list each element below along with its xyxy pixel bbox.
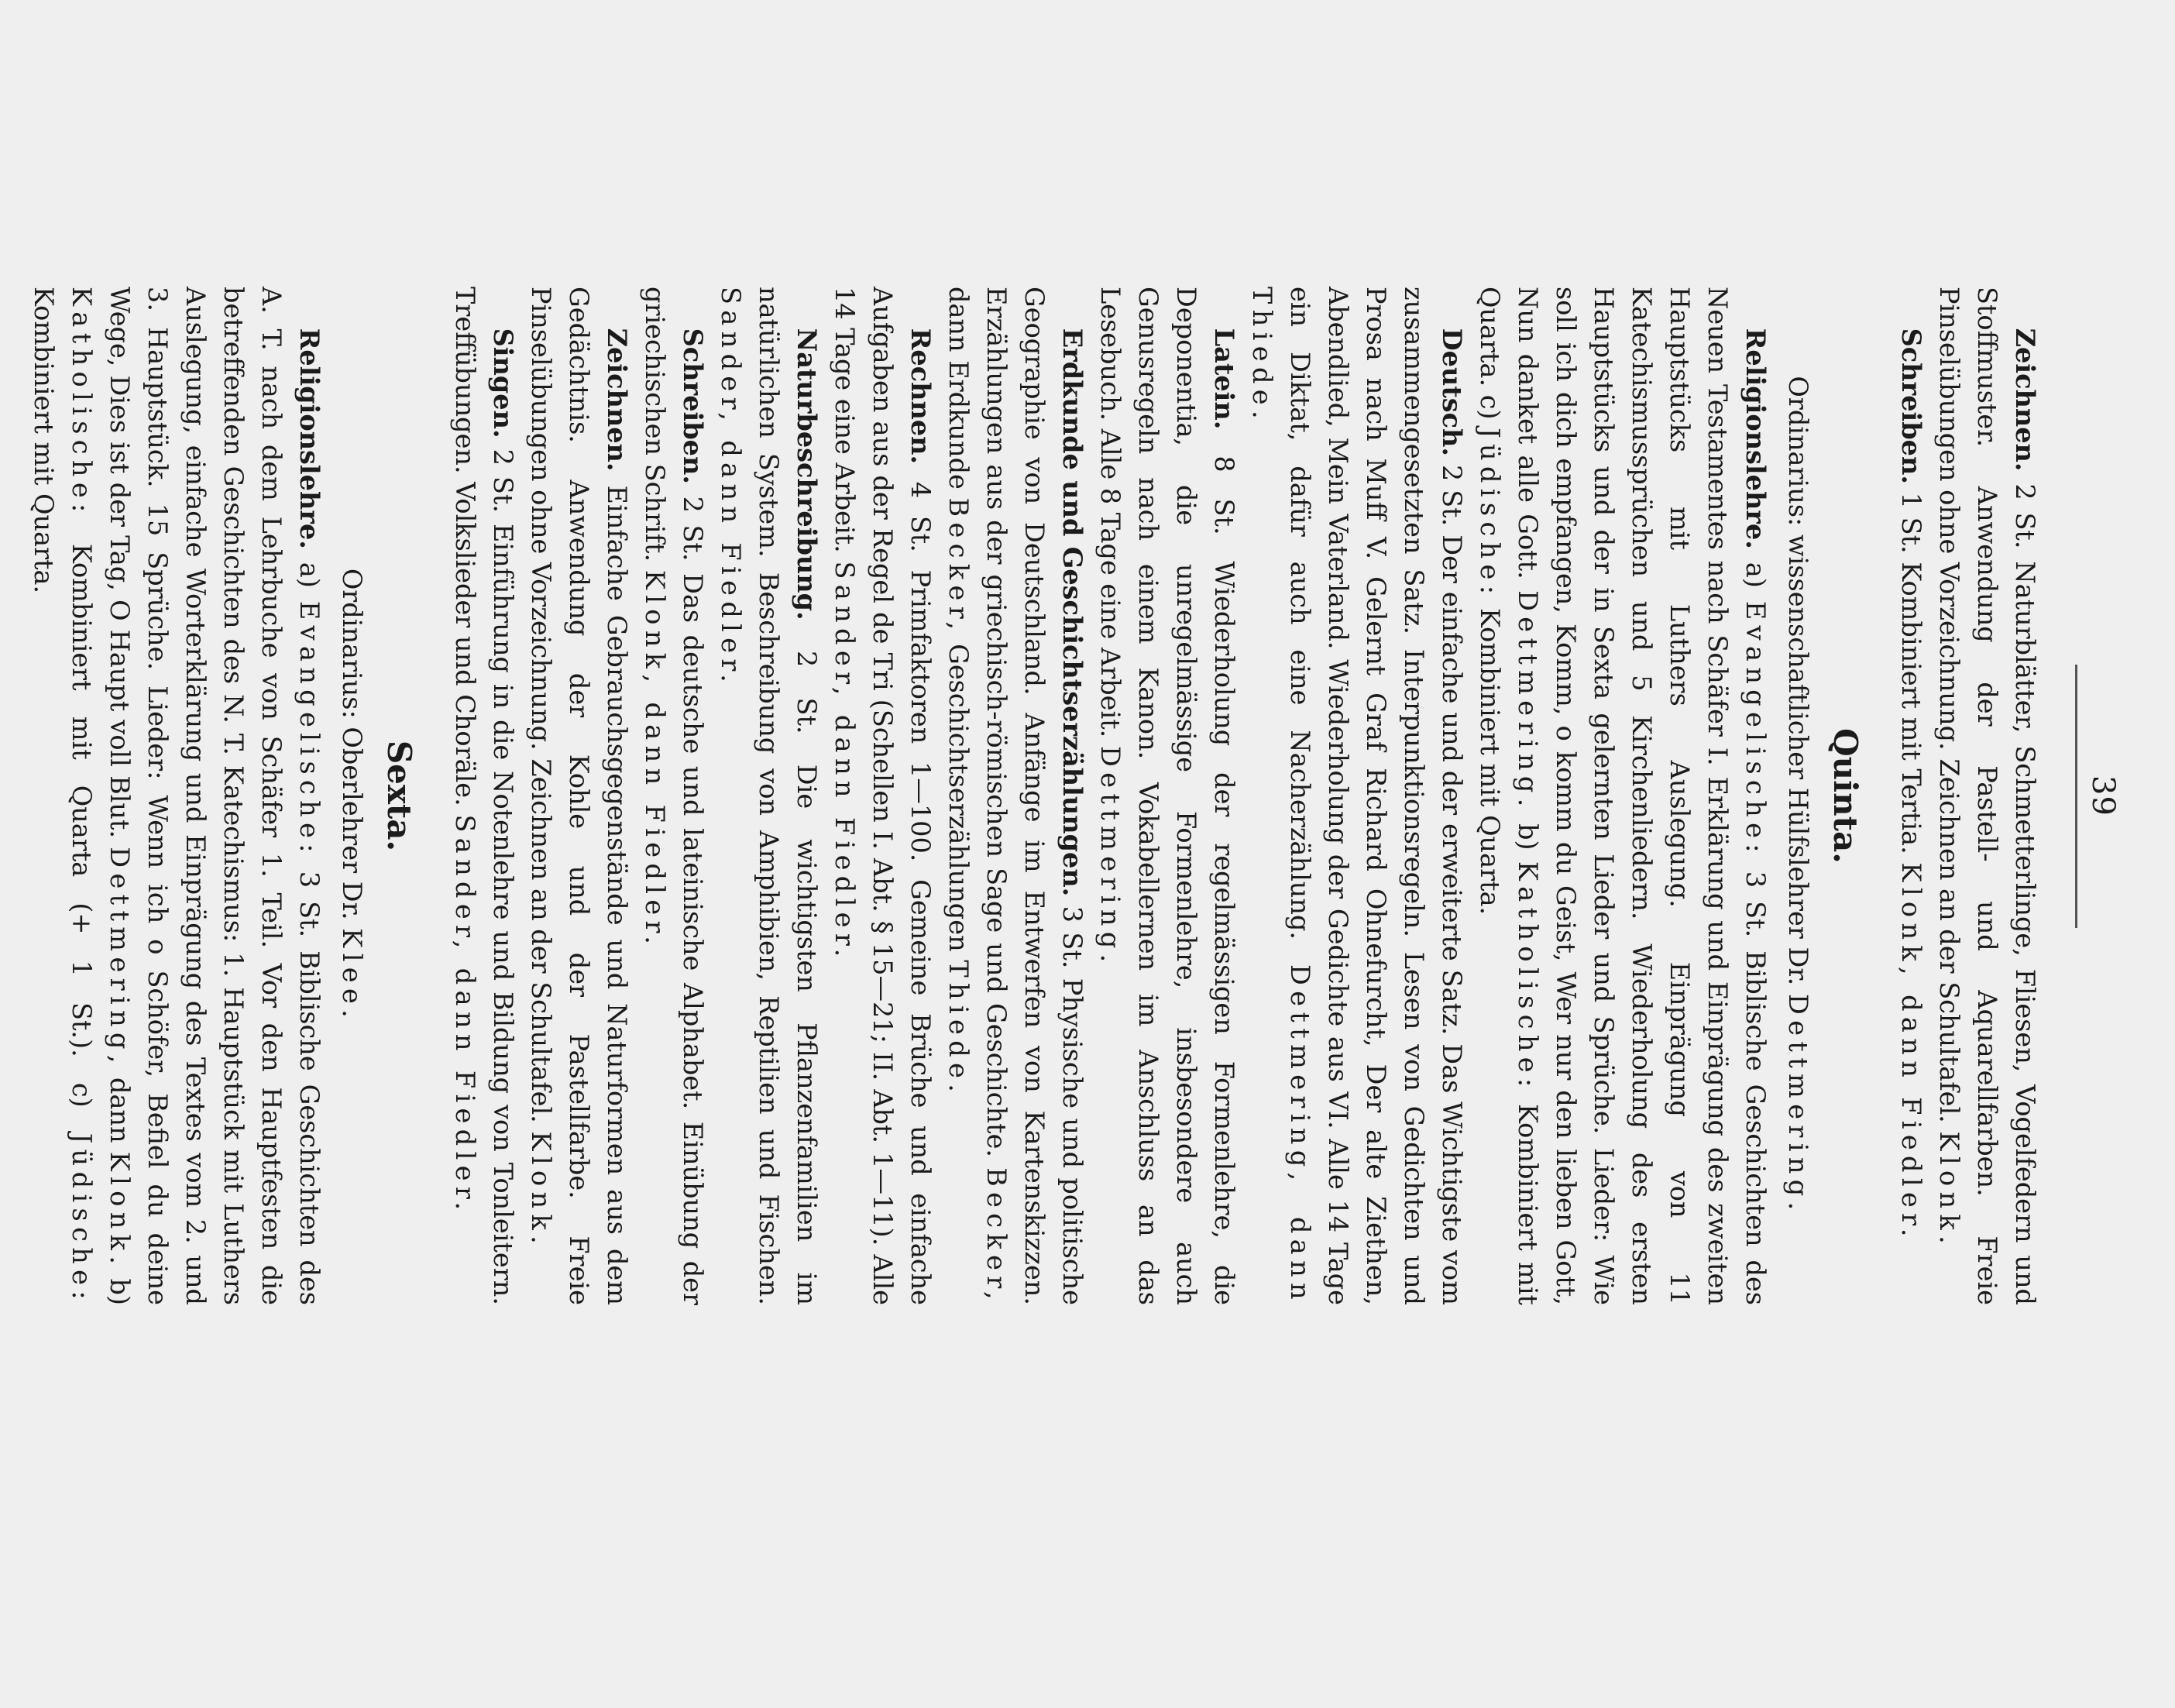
text-religion-sexta: 3 St. Biblische Geschichten des A. T. nach dem Lehrbuche von Schäfer 1. Teil. Vor den Hauptfesten die betreffenden Geschichten des N. T. Katechismus: 1. Hauptstück mit Luthers Auslegung, einfache Worterklärung und Einprägung des Textes vom 2. und 3. Hauptstück. 15 Sprüche. Lieder: Wenn ich o Schöfer, Befiel du deine Wege, Dies ist der Tag, O Haupt voll Blut. [105, 287, 325, 1306]
text-schreiben-quinta: 2 St. Das deutsche und lateinische Alphabet. Einübung der griechischen Schrift. [640, 287, 708, 1305]
paragraph-schreiben-prev [1892, 287, 1930, 1305]
keyword-schreiben: Schreiben. [1896, 328, 1926, 484]
text-rechnen: 4 St. Primfaktoren 1—100. Gemeine Brüche und einfache Aufgaben aus der Regel de Tri (Schellen I. Abt. § 15—21; II. Abt. 1—11). Alle 14 Tage eine Arbeit. [830, 287, 936, 1305]
teacher-rechnen: Sander, dann Fiedler. [830, 561, 860, 963]
text-erdkunde-end: Geschichtserzählungen [943, 644, 974, 952]
teacher-schreiben: Klonk, dann Fiedler. [1896, 862, 1926, 1242]
label-b: b) [1513, 823, 1543, 851]
keyword-religion: Religionslehre. [1740, 328, 1771, 549]
teacher-religion: Dettmering. [1513, 590, 1543, 813]
label-a: a) [1740, 562, 1771, 588]
keyword-deutsch: Deutsch. [1437, 328, 1467, 457]
keyword-religion-sexta: Religionslehre. [294, 328, 325, 549]
teacher-zeichnen-quinta: Klonk. [526, 1131, 556, 1250]
paragraph-quinta-singen [446, 287, 522, 1305]
text-deutsch: 2 St. Der einfache und der erweiterte Satz. Das Wichtigste vom zusammengesetzten Satz. Interpunktionsregeln. Lesen von Gedichten und Prosa nach Muff V. Gelernt Graf Richard Ohnefurcht, Der alte Ziethen, Abendlied, Mein Vaterland. Wiederholung der Gedichte aus VI. Alle 14 Tage ein Diktat, dafür auch eine Nacherzählung. [1285, 287, 1467, 1305]
text-erdkunde: 3 St. Physische und politische Geographie von Deutschland. Anfänge im Entwerfen von Kartenskizzen. Erzählungen aus der griechisch-römischen Sage und Geschichte. [981, 287, 1088, 1305]
paragraph-zeichnen-prev [1930, 287, 2044, 1305]
paragraph-quinta-erdkunde [940, 287, 1091, 1305]
section-title-sexta: Sexta. [380, 740, 418, 852]
paragraph-quinta-natur [712, 287, 826, 1305]
ordinarius-quinta [1779, 287, 1817, 1305]
ordinarius-sexta-name: Klee. [337, 928, 367, 1024]
ordinarius-quinta-label: Ordinarius: wissenschaftlicher Hülfslehrer Dr. [1783, 376, 1813, 986]
paragraph-quinta-schreiben [636, 287, 712, 1305]
label-juedische-sexta: Jüdische: [67, 1132, 97, 1305]
keyword-rechnen: Rechnen. [905, 328, 936, 465]
label-a-sexta: a) [294, 562, 325, 588]
section-title-quinta: Quinta. [1826, 728, 1864, 864]
paragraph-quinta-zeichnen [522, 287, 636, 1305]
teacher-erdkunde-3: Thiede. [943, 960, 974, 1098]
keyword-singen: Singen. [488, 328, 518, 438]
teacher-religion-sexta-2: Klonk. [105, 1151, 135, 1270]
ordinarius-sexta [333, 287, 371, 1305]
text-juedische: Kombiniert mit Quarta. [1475, 608, 1505, 916]
label-katholische-sexta: Katholische: [67, 287, 97, 518]
text-religion-sexta-mid: dann [105, 1077, 135, 1143]
teacher-latein: Dettmering. [1095, 745, 1125, 968]
paragraph-sexta-religion [25, 287, 328, 1305]
teacher-singen: Sander, dann Fiedler. [450, 814, 480, 1216]
text-juedische-sexta: Kombiniert mit Quarta. [29, 287, 59, 594]
keyword-natur: Naturbeschreibung. [792, 328, 822, 620]
keyword-zeichnen: Zeichnen. [2010, 328, 2040, 472]
paragraph-quinta-rechnen [826, 287, 940, 1305]
paragraph-quinta-deutsch [1243, 287, 1471, 1305]
text-katholische: Kombiniert mit Quarta. c) [1475, 287, 1543, 1306]
teacher-natur: Sander, dann Fiedler. [716, 287, 746, 689]
label-evangelische-sexta: Evangelische: [294, 600, 325, 858]
teacher-deutsch: Dettmering, dann Thiede. [1247, 287, 1315, 1306]
keyword-schreiben-quinta: Schreiben. [678, 328, 708, 484]
text-katholische-sexta: Kombiniert mit Quarta (+ 1 St.). c) [67, 543, 97, 1108]
text-zeichnen: 2 St. Naturblätter, Schmetterlinge, Fliesen, Vogelfedern und Stoffmuster. Anwendung der Pastell- und Aquarellfarben. Freie Pinselübungen ohne Vorzeichnung. Zeichnen an der Schultafel. [1934, 287, 2040, 1305]
header-rule [2075, 665, 2077, 928]
teacher-schreiben-quinta: Klonk, dann Fiedler. [640, 569, 670, 950]
label-juedische: Jüdische: [1475, 428, 1505, 600]
ordinarius-sexta-label: Ordinarius: Oberlehrer Dr. [337, 568, 367, 920]
keyword-erdkunde: Erdkunde und Geschichtserzählungen. [1057, 328, 1088, 897]
keyword-zeichnen-quinta: Zeichnen. [602, 328, 632, 472]
teacher-erdkunde-2: Becker, [943, 497, 974, 636]
label-evangelische: Evangelische: [1740, 600, 1771, 858]
text-latein: 8 St. Wiederholung der regelmässigen Formenlehre, die Deponentia, die unregelmässige Formenlehre, insbesondere auch Genusregeln nach einem Kanon. Vokabellernen im Anschluss an das Lesebuch. Alle 8 Tage eine Arbeit. [1095, 287, 1239, 1306]
label-b-sexta: b) [105, 1278, 135, 1306]
page-number: 39 [2085, 775, 2121, 816]
text-religion: 3 St. Biblische Geschichten des Neuen Testamentes nach Schäfer I. Erklärung und Einprägung des zweiten Hauptstücks mit Luthers Auslegung. Einprägung von 11 Katechismussprüchen und 5 Kirchenliedern. Wiederholung des ersten Hauptstücks und der in Sexta gelernten Lieder und Sprüche. Lieder: Wie soll ich dich empfangen, Komm, o komm du Geist, Wer nur den lieben Gott, Nun danket alle Gott. [1513, 287, 1771, 1306]
text-zeichnen-quinta: Einfache Gebrauchsgegenstände und Naturformen aus dem Gedächtnis. Anwendung der Kohle und der Pastellfarbe. Freie Pinselübungen ohne Vorzeichnung. Zeichnen an der Schultafel. [526, 287, 632, 1306]
text-schreiben: 1 St. Kombiniert mit Tertia. [1896, 492, 1926, 854]
teacher-zeichnen: Klonk. [1934, 1131, 1964, 1250]
text-natur: 2 St. Die wichtigsten Pflanzenfamilien im natürlichen System. Beschreibung von Amphibien, Reptilien und Fischen. [754, 287, 822, 1306]
teacher-erdkunde-1: Becker, [981, 1167, 1012, 1305]
paragraph-quinta-religion [1471, 287, 1775, 1305]
keyword-latein: Latein. [1209, 328, 1239, 430]
ordinarius-quinta-name: Dettmering. [1783, 993, 1813, 1216]
text-erdkunde-mid: dann Erdkunde [943, 287, 974, 490]
text-singen: 2 St. Einführung in die Notenlehre und Bildung von Tonleitern. Treffübungen. Volkslieder und Choräle. [450, 287, 518, 1305]
paragraph-quinta-latein [1091, 287, 1243, 1305]
label-katholische: Katholische: [1513, 861, 1543, 1093]
teacher-religion-sexta-1: Dettmering, [105, 847, 135, 1069]
